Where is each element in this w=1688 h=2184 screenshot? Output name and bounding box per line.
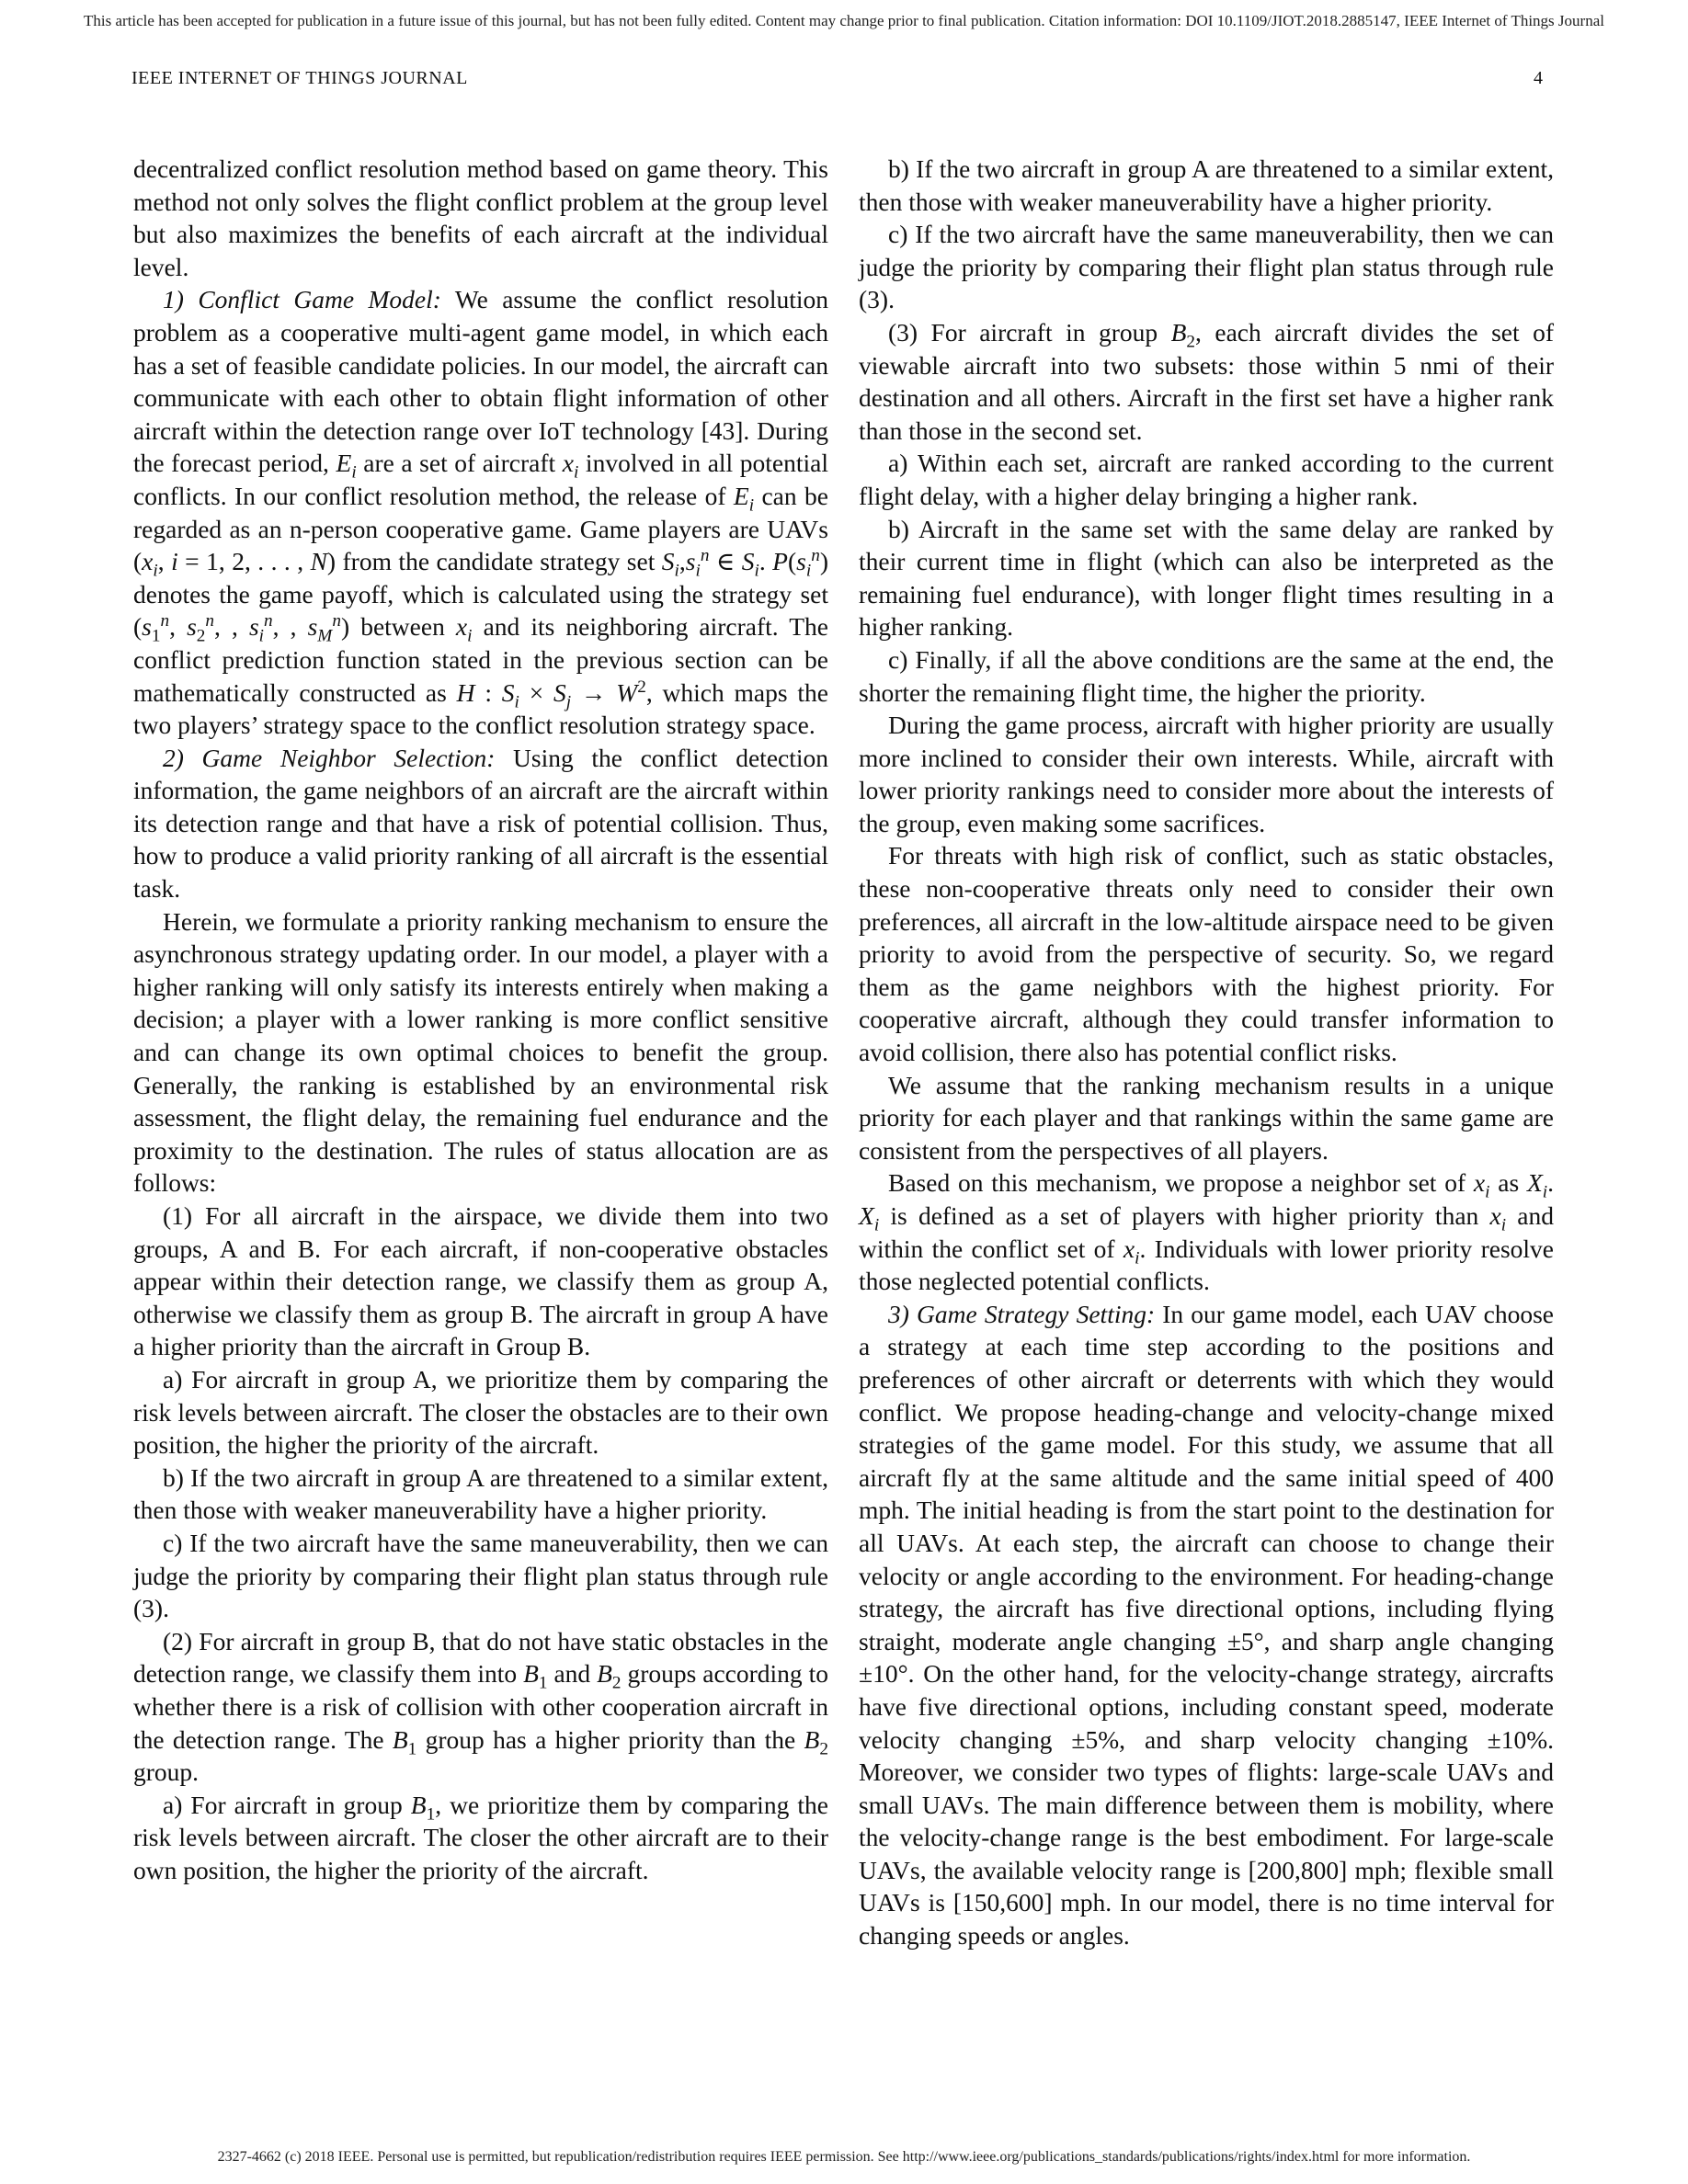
paragraph-game-strategy-setting: 3) Game Strategy Setting: In our game model, each UAV choose a strategy at each time step according to the positions and preferences of other aircraft or deterrents with which they would conflict. We propose heading-change and velocity-change mixed strategies of the game model. For this study, we assume that all aircraft fly at the same altitude and the same initial speed of 400 mph. The initial heading is from the start point to the destination for all UAVs. At each step, the aircraft can choose to change their velocity or angle according to the environment. For heading-change strategy, the aircraft has five directional options, including flying straight, moderate angle changing ±5°, and sharp angle changing ±10°. On the other hand, for the velocity-change strategy, aircrafts have five directional options, including constant speed, moderate velocity changing ±5%, and sharp velocity changing ±10%. Moreover, we consider two types of flights: large-scale UAVs and small UAVs. The main difference between them is mobility, where the velocity-change range is the best embodiment. For large-scale UAVs, the available velocity range is [200,800] mph; flexible small UAVs is [150,600] mph. In our model, there is no time interval for changing speeds or angles. xyxy=(859,1299,1555,1951)
section-title: 1) Conflict Game Model: xyxy=(163,285,441,314)
paragraph-rule-1b: b) If the two aircraft in group A are threatened to a similar extent, then those with weaker maneuverability have a higher priority. xyxy=(133,1462,828,1525)
paragraph-conflict-game-model: 1) Conflict Game Model: We assume the conflict resolution problem as a cooperative multi-agent game model, in which each has a set of feasible candidate policies. In our model, the aircraft can communicate with each other to obtain flight information of other aircraft within the detection range over IoT technology [43]. During the forecast period, $E_i$ are a set of aircraft $x_i$ involved in all potential conflicts. In our conflict resolution method, the release of $E_i$ can be regarded as an n-person cooperative game. Game players are UAVs ($x_i$, i = 1, 2, . . . , N) from the candidate strategy set $S_i,s_i^n$ ∈ $S_i$. $P(s_i^n)$ denotes the game payoff, which is calculated using the strategy set ($s_1^n$, $s_2^n$, , $s_i^n$, , $s_M^n$) between $x_i$ and its neighboring aircraft. The conflict prediction function stated in the previous section can be mathematically constructed as H : $S_i \times S_j \to W^2$, which maps the two players’ strategy space to the conflict resolution strategy space. xyxy=(133,285,829,740)
paragraph-rule-3: (3) For aircraft in group $B_2$, each aircraft divides the set of viewable aircraft into two subsets: those within 5 nmi of their destination and all others. Aircraft in the first set have a higher rank than those in the second set. xyxy=(859,317,1555,445)
paragraph-rule-2a: a) For aircraft in group $B_1$, we prioritize them by comparing the risk levels between aircraft. The closer the other aircraft are to their own position, the higher the priority of the aircraft. xyxy=(133,1790,828,1884)
paragraph-game-neighbor-selection: 2) Game Neighbor Selection: Using the conflict detection information, the game neighbors of an aircraft are the aircraft within its detection range and that have a risk of potential collision. Thus, how to produce a valid priority ranking of all aircraft is the essential task. xyxy=(133,743,829,904)
paragraph-rule-2b: b) If the two aircraft in group A are threatened to a similar extent, then those with weaker maneuverability have a higher priority. xyxy=(859,154,1554,216)
paragraph: During the game process, aircraft with higher priority are usually more inclined to consider their own interests. While, aircraft with lower priority rankings need to consider more about the interests of the group, even making some sacrifices. xyxy=(859,711,1554,837)
paragraph-rule-3b: b) Aircraft in the same set with the same delay are ranked by their current time in flight (which can also be interpreted as the remaining fuel endurance), with longer flight times resulting in a higher ranking. xyxy=(859,514,1554,642)
section-title: 2) Game Neighbor Selection: xyxy=(163,743,496,772)
paragraph-rule-3c: c) Finally, if all the above conditions are the same at the end, the shorter the remaining flight time, the higher the priority. xyxy=(859,644,1554,707)
paragraph-rule-1: (1) For all aircraft in the airspace, we divide them into two groups, A and B. For each aircraft, if non-cooperative obstacles appear within their detection range, we classify them as group A, otherwise we classify them as group B. The aircraft in group A have a higher priority than the aircraft in Group B. xyxy=(133,1201,828,1361)
paragraph-rule-3a: a) Within each set, aircraft are ranked according to the current flight delay, with a higher delay bringing a higher rank. xyxy=(859,449,1554,510)
right-column xyxy=(859,153,1554,1952)
paragraph-neighbor-set: Based on this mechanism, we propose a neighbor set of $x_i$ as $X_i$. $X_i$ is defined as a set of players with higher priority than $x_i$ and within the conflict set of $x_i$. Individuals with lower priority resolve those neglected potential conflicts. xyxy=(859,1168,1555,1296)
paragraph: Herein, we formulate a priority ranking mechanism to ensure the asynchronous strategy updating order. In our model, a player with a higher ranking will only satisfy its interests entirely when making a decision; a player with a lower ranking is more conflict sensitive and can change its own optimal choices to benefit the group. Generally, the ranking is established by an environmental risk assessment, the flight delay, the remaining fuel endurance and the proximity to the destination. The rules of status allocation are as follows: xyxy=(133,906,828,1198)
paragraph-rule-1a: a) For aircraft in group A, we prioritize them by comparing the risk levels between aircraft. The closer the obstacles are to their own position, the higher the priority of the aircraft. xyxy=(133,1364,828,1460)
journal-header: IEEE INTERNET OF THINGS JOURNAL xyxy=(131,68,468,88)
section-title: 3) Game Strategy Setting: xyxy=(888,1299,1156,1328)
left-column xyxy=(133,153,828,1886)
copyright-footer: 2327-4662 (c) 2018 IEEE. Personal use is permitted, but republication/redistribution requires IEEE permission. See http://www.ieee.org/publications_standards/publications/rights/index.html for more information. xyxy=(217,2149,1471,2165)
paragraph: We assume that the ranking mechanism results in a unique priority for each player and that rankings within the same game are consistent from the perspectives of all players. xyxy=(859,1070,1554,1165)
publication-notice: This article has been accepted for publication in a future issue of this journal, but has not been fully edited. Content may change prior to final publication. Citation information: DOI 10.1109/JIOT.2018.2885147, IEEE Internet of Things Journal xyxy=(84,12,1604,29)
paragraph-rule-1c: c) If the two aircraft have the same maneuverability, then we can judge the priority by comparing their flight plan status through rule (3). xyxy=(133,1528,828,1623)
paragraph: decentralized conflict resolution method based on game theory. This method not only solves the flight conflict problem at the group level but also maximizes the benefits of each aircraft at the individual level. xyxy=(133,154,828,281)
paragraph-rule-2: (2) For aircraft in group B, that do not have static obstacles in the detection range, we classify them into $B_1$ and $B_2$ groups according to whether there is a risk of collision with other cooperation aircraft in the detection range. The $B_1$ group has a higher priority than the $B_2$ group. xyxy=(133,1626,828,1787)
page-number: 4 xyxy=(1534,68,1543,88)
paragraph: For threats with high risk of conflict, such as static obstacles, these non-cooperative threats only need to consider their own preferences, all aircraft in the low-altitude airspace need to be given priority to avoid from the perspective of security. So, we regard them as the game neighbors with the highest priority. For cooperative aircraft, although they could transfer information to avoid collision, there also has potential conflict risks. xyxy=(859,841,1554,1067)
paragraph-rule-2c: c) If the two aircraft have the same maneuverability, then we can judge the priority by comparing their flight plan status through rule (3). xyxy=(859,220,1554,314)
